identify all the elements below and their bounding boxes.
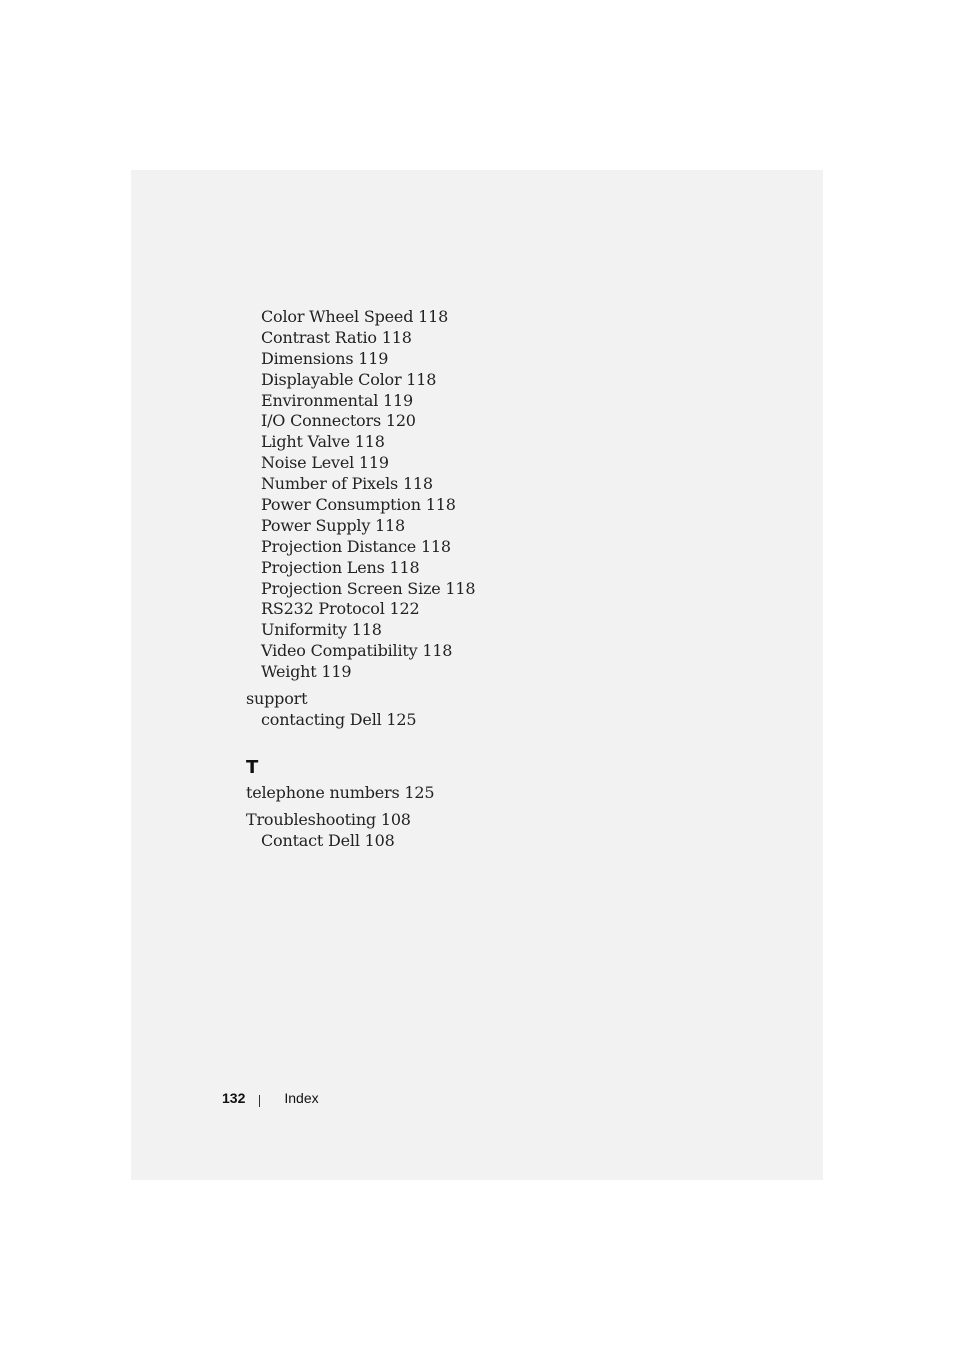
index-entries bbox=[246, 307, 475, 851]
index-subentry: Video Compatibility 118 bbox=[261, 641, 453, 661]
index-subentry: Power Supply 118 bbox=[261, 515, 405, 535]
index-entry-troubleshooting: Troubleshooting 108 bbox=[246, 809, 411, 829]
index-subentry: Color Wheel Speed 118 bbox=[261, 307, 449, 326]
index-subentry: Contrast Ratio 118 bbox=[261, 327, 412, 347]
index-subentry: I/O Connectors 120 bbox=[261, 411, 416, 431]
index-subentry: Number of Pixels 118 bbox=[261, 474, 433, 494]
index-subentry: Uniformity 118 bbox=[261, 620, 382, 640]
index-subentry: Noise Level 119 bbox=[261, 453, 389, 473]
index-entry-telephone-numbers: telephone numbers 125 bbox=[246, 782, 435, 802]
page-footer bbox=[222, 1088, 319, 1108]
index-subentry: Projection Lens 118 bbox=[261, 557, 420, 577]
index-subentry-contact-dell: Contact Dell 108 bbox=[261, 830, 395, 850]
footer-section-title: Index bbox=[284, 1090, 319, 1106]
index-subentry-contacting-dell: contacting Dell 125 bbox=[261, 709, 417, 729]
page-number: 132 bbox=[222, 1090, 246, 1106]
footer-separator bbox=[259, 1095, 260, 1107]
index-subentry: Projection Screen Size 118 bbox=[261, 578, 476, 598]
page-background bbox=[131, 170, 823, 1180]
index-subentry: Dimensions 119 bbox=[261, 348, 389, 368]
section-letter-heading: T bbox=[246, 756, 259, 778]
index-entry-support: support bbox=[246, 689, 308, 709]
index-subentry: Displayable Color 118 bbox=[261, 369, 437, 389]
index-subentry: Weight 119 bbox=[261, 662, 352, 682]
index-subentry: Environmental 119 bbox=[261, 390, 413, 410]
index-subentry: Projection Distance 118 bbox=[261, 536, 451, 556]
index-subentry: RS232 Protocol 122 bbox=[261, 599, 420, 619]
index-subentry: Light Valve 118 bbox=[261, 432, 385, 452]
index-subentry: Power Consumption 118 bbox=[261, 495, 456, 515]
